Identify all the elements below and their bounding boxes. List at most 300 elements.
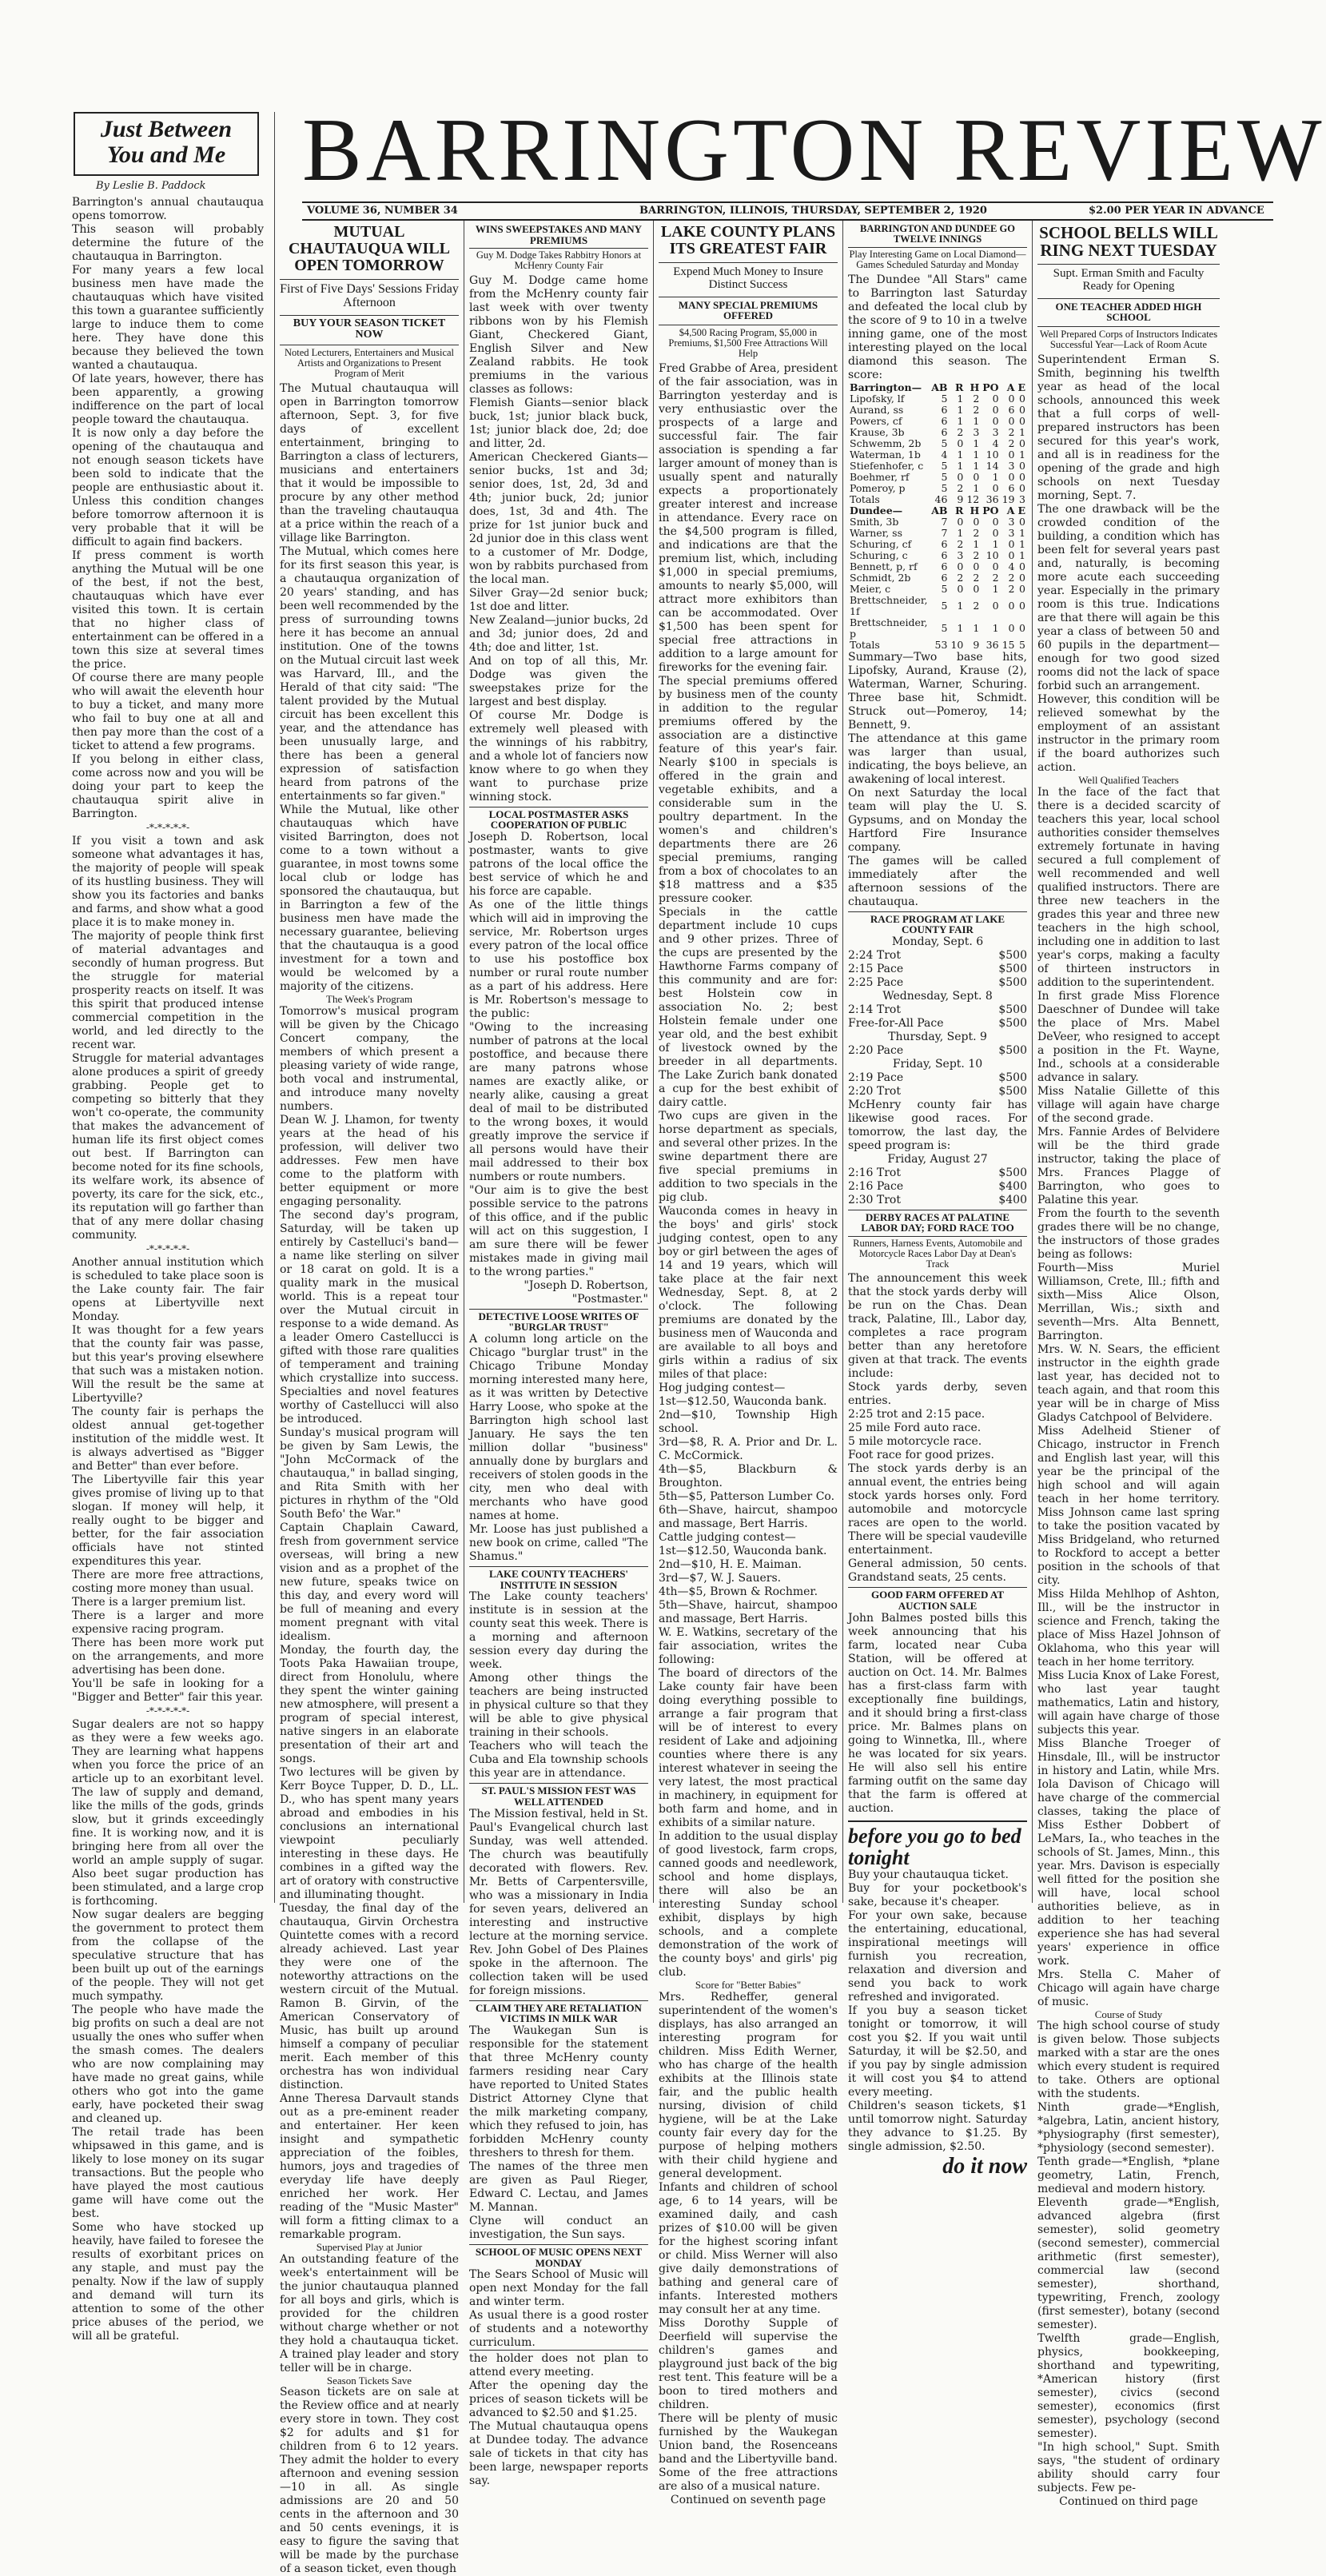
box-score-cell: 46: [934, 492, 948, 505]
col6-paragraph: "In high school," Supt. Smith says, "the student of ordinary ability should carry four subjects. Few pe-: [1037, 2441, 1220, 2495]
box-score-cell: 1: [1019, 448, 1025, 461]
box-score-cell: 6: [1008, 481, 1015, 494]
col4-paragraph: The special premiums offered by business men of the county in addition to the regular premiums offered by the association are a distinctive feature of this year's fair. Nearly $100 in specials is offered in the grain and vegetable exhibits, and a considerable sum in the poultry department. In the women's and children's departments there are 26 special premiums, ranging from a box of chocolates to an $18 mattress and a $35 pressure cooker.: [659, 675, 838, 906]
box-score-cell: Pomeroy, p: [850, 481, 906, 494]
race-name: Free-for-All Pace: [848, 1016, 944, 1030]
box-score-cell: 7: [941, 515, 948, 528]
box-score-row: [848, 405, 1027, 416]
box-score-cell: 5: [941, 437, 948, 449]
subhead-derby: Runners, Harness Events, Automobile and Motorcycle Races Labor Day at Dean's Track: [848, 1236, 1027, 1270]
race-entry: [848, 963, 1027, 976]
box-score-cell: 0: [957, 560, 964, 572]
col2-paragraph: Season tickets are on sale at the Review office and at nearly every store in town. They cost $2 for adults and $1 for children from 6 to 12 years. They admit the holder to every afternoon and evening session—10 in all. As single admissions are 20 and 50 cents in the afternoon and 30 and 50 cents evenings, it is easy to figure the saving that will be made by the purchase of a season ticket, even though: [280, 2386, 459, 2576]
col4-paragraph: W. E. Watkins, secretary of the fair association, writes the following:: [659, 1626, 838, 1667]
race-day: Friday, August 27: [887, 1152, 988, 1166]
box-score-row: [848, 561, 1027, 572]
ear-title-line1: Just Between: [100, 116, 233, 142]
race-entry: [848, 1194, 1027, 1207]
col3-paragraph: As usual there is a good roster of students and a noteworthy curriculum.: [469, 2309, 648, 2350]
col3-paragraph: The Lake county teachers' institute is in session at the county seat this week. There is a morning and afternoon session every day during the week.: [469, 1590, 648, 1672]
column-rule: [653, 221, 654, 1903]
column-rule: [842, 221, 843, 1903]
col5-paragraph: McHenry county fair has likewise good races. For tomorrow, the last day, the speed program is:: [848, 1098, 1027, 1152]
box-score-cell: Krause, 3b: [850, 425, 905, 438]
box-score-total: [848, 640, 1027, 651]
box-score-cell: 5: [941, 392, 948, 405]
box-score-cell: 0: [992, 414, 999, 427]
box-score-cell: 9: [973, 638, 980, 651]
box-score-cell: Boehmer, rf: [850, 470, 910, 483]
col3-paragraph: After the opening day the prices of season tickets will be advanced to $2.50 and $1.25.: [469, 2379, 648, 2420]
box-score-cell: 3: [1008, 515, 1015, 528]
col5-paragraph: The games will be called immediately after the afternoon sessions of the chautauqua.: [848, 854, 1027, 908]
box-score-cell: 0: [1008, 392, 1015, 405]
subhead-sessions: First of Five Days' Sessions Friday Afternoon: [280, 279, 459, 310]
box-score-cell: 0: [1019, 582, 1025, 595]
subhead-smith: Supt. Erman Smith and Faculty Ready for Opening: [1037, 264, 1220, 293]
box-score-cell: Totals: [850, 638, 880, 651]
col6-paragraph: Mrs. W. N. Sears, the efficient instructor in the eighth grade last year, has decided not to teach again, and that room this year will be in charge of Miss Gladys Catchpool of Belvidere.: [1037, 1342, 1220, 1424]
box-score-row: [848, 550, 1027, 561]
box-score-row: [848, 595, 1027, 617]
col1-paragraph: The county fair is perhaps the oldest annual get-together institution of the middle west. It is always advertised as "Bigger and Better" than ever before.: [72, 1406, 264, 1473]
col1-paragraph: It was thought for a few years that the county fair was passe, but this year's proving elsewhere that such was a mistaken notion. Will the result be the same at Libertyville?: [72, 1324, 264, 1405]
col1-paragraph: There are more free attractions, costing more money than usual.: [72, 1569, 264, 1595]
col5-paragraph: The announcement this week that the stock yards derby will be run on the Chas. Dean track, Palatine, Ill., Labor day, completes a race program better than any heretofore given at that track. The events include:: [848, 1272, 1027, 1381]
col6-paragraph: Superintendent Erman S. Smith, beginning his twelfth year as head of the local schools, announced this week that a full corps of well-prepared instructors has been secured for this year's work, and all is in readiness for the opening of the grade and high schools on next Tuesday morning, Sept. 7.: [1037, 353, 1220, 503]
box-score-cell: Bennett, p, rf: [850, 560, 918, 572]
box-score-cell: 0: [1019, 403, 1025, 416]
box-score-cell: 0: [1019, 599, 1025, 612]
col2-paragraph: Sunday's musical program will be given by Sam Lewis, the "John McCormack of the chautauqua," in ballad singing, and Rita Smith with her pictures in rhythm of the "Old South Befo' the War.": [280, 1426, 459, 1521]
section-divider: -*-*-*-*-*-: [145, 1705, 190, 1717]
race-name: 2:24 Trot: [848, 948, 901, 962]
continued-note: Continued on third page: [1059, 2495, 1198, 2509]
box-score-cell: 0: [957, 515, 964, 528]
subhead-lecturers: Noted Lecturers, Entertainers and Musical Artists and Organizations to Present Program of Merit: [280, 345, 459, 379]
col3-signature: "Postmaster.": [571, 1292, 648, 1306]
box-score-cell: 1: [957, 392, 964, 405]
col1-paragraph: Of late years, however, there has been apparently, a growing indifference on the part of local people toward the chautauqua.: [72, 373, 264, 426]
box-score-cell: 6: [941, 537, 948, 550]
col5-list-item: 25 mile Ford auto race.: [848, 1422, 982, 1435]
col1-paragraph: Barrington's annual chautauqua opens tomorrow.: [72, 196, 264, 222]
box-score-cell: 1: [957, 459, 964, 472]
col5-list-item: Stock yards derby, seven entries.: [848, 1381, 1027, 1408]
box-score-cell: 2: [973, 571, 980, 584]
col3-paragraph: Mr. Loose has just published a new book on crime, called "The Shamus.": [469, 1523, 648, 1564]
column-3: [469, 223, 648, 2488]
subhead-qualified-teachers: Well Qualified Teachers: [1078, 774, 1179, 787]
race-entry: [848, 1044, 1027, 1058]
box-score-cell: 1: [973, 537, 980, 550]
col1-paragraph: If press comment is worth anything the Mutual will be one of the best, if not the best, chautauquas which have ever visited this town. It is certain that no higher class of entertainment can be offered in a town this size at several times the price.: [72, 549, 264, 671]
box-score-cell: 1: [973, 621, 980, 634]
race-purse: $500: [998, 1043, 1027, 1057]
col3-paragraph: As one of the little things which will aid in improving the service, Mr. Robertson urges every patron of the local office to use his postoffice box number or rural route number as a part of his address. Here is Mr. Robertson's message to the public:: [469, 898, 648, 1020]
col1-paragraph: Now sugar dealers are begging the government to protect them from the collapse of the speculative structure that has been built up out of the earnings of the people. They will not get much sympathy.: [72, 1908, 264, 2003]
col6-paragraph: In first grade Miss Florence Daeschner of Dundee will take the place of Mrs. Mabel DeVeer, who resigned to accept a position in the Ft. Wayne, Ind., schools at a considerable advance in salary.: [1037, 989, 1220, 1084]
col4-paragraph: Two cups are given in the horse department as specials, and several other prizes. In the swine department there are five special premiums in addition to two specials in the pig club.: [659, 1110, 838, 1205]
race-entry: [848, 1166, 1027, 1180]
box-score-cell: 0: [957, 470, 964, 483]
box-score-cell: 0: [973, 515, 980, 528]
col2-paragraph: Monday, the fourth day, the Toots Paka Hawaiian troupe, direct from Honolulu, where they spent the winter gaining new atmosphere, will present a program of special interest, native singers in an elaborate presentation of their art and songs.: [280, 1643, 459, 1765]
box-score-cell: 5: [941, 621, 948, 634]
box-score-cell: 0: [957, 582, 964, 595]
box-score-cell: AB: [931, 381, 948, 393]
box-score-cell: 2: [973, 548, 980, 561]
box-score-cell: R: [954, 504, 964, 516]
box-score-row: [848, 438, 1027, 449]
box-score-cell: 3: [957, 548, 964, 561]
col1-paragraph: You'll be safe in looking for a "Bigger and Better" fair this year.: [72, 1677, 264, 1704]
box-score-cell: H: [970, 504, 980, 516]
masthead-price: $2.00 PER YEAR IN ADVANCE: [1089, 205, 1264, 217]
box-score-cell: 0: [1008, 621, 1015, 634]
box-score-row: [848, 393, 1027, 405]
col3-paragraph: "Our aim is to give the best possible service to the patrons of this office, and if the public will act on this suggestion, I am sure there will be fewer mistakes made in giving mail to the wrong parties.": [469, 1183, 648, 1278]
col4-paragraph: Infants and children of school age, 6 to 14 years, will be examined daily, and cash prizes of $10.00 will be given for the highest scoring infant or child. Miss Werner will also give daily demonstrations of bathing and general care of infants. Interested mothers may consult her at any time.: [659, 2180, 838, 2316]
subhead-corps: Well Prepared Corps of Instructors Indicates Successful Year—Lack of Room Acute: [1037, 326, 1220, 350]
subhead-dodge: Guy M. Dodge Takes Rabbitry Honors at McHenry County Fair: [469, 248, 648, 271]
race-name: 2:30 Trot: [848, 1193, 901, 1206]
masthead-rule-top: [302, 201, 1273, 203]
box-score-cell: 2: [1008, 437, 1015, 449]
col6-paragraph: However, this condition will be relieved somewhat by the employment of an assistant instructor in the primary room if the board authorizes such action.: [1037, 693, 1220, 775]
race-name: 2:20 Pace: [848, 1043, 904, 1057]
ad-paragraph: If you buy a season ticket tonight or tomorrow, it will cost you $2. If you wait until Saturday, it will be $2.50, and if you pay by single admission it will cost you $4 to attend every meeting.: [848, 2004, 1027, 2099]
box-score-cell: 6: [941, 414, 948, 427]
col6-paragraph: Mrs. Fannie Ardes of Belvidere will be the third grade instructor, taking the place of Mrs. Frances Plagge of Barrington, who goes to Palatine this year.: [1037, 1125, 1220, 1206]
subhead-baseball: Play Interesting Game on Local Diamond—Games Scheduled Saturday and Monday: [849, 249, 1026, 271]
race-purse: $400: [998, 1193, 1027, 1206]
race-purse: $500: [998, 948, 1027, 962]
box-score-cell: Schmidt, 2b: [850, 571, 911, 584]
race-day: Thursday, Sept. 9: [888, 1030, 987, 1043]
box-score-cell: PO: [982, 381, 999, 393]
headline-farm-auction: GOOD FARM OFFERED AT AUCTION SALE: [848, 1587, 1027, 1611]
box-score-cell: 1: [1019, 425, 1025, 438]
box-score-row: [848, 572, 1027, 584]
box-score-row: [848, 416, 1027, 427]
subhead-expend: Expend Much Money to Insure Distinct Success: [659, 262, 838, 292]
continued-note: Continued on seventh page: [670, 2493, 826, 2506]
ear-byline: By Leslie B. Paddock: [96, 180, 206, 192]
box-score-cell: 1: [1019, 537, 1025, 550]
box-score-cell: Warner, ss: [850, 526, 903, 539]
column-1: [72, 196, 264, 2343]
col4-list-item: Hog judging contest—: [659, 1382, 786, 1395]
box-score-cell: 15: [1001, 638, 1015, 651]
col3-paragraph: the holder does not plan to attend every meeting.: [469, 2350, 648, 2379]
box-score-cell: Brettschneider, p: [850, 616, 928, 640]
col2-paragraph: The Mutual chautauqua will open in Barrington tomorrow afternoon, Sept. 3, for five days of excellent entertainment, bringing to Barrington a class of lecturers, musicians and entertainers that it would be impossible to procure by any other method than the traveling chautauqua at a price within the reach of a village like Barrington.: [280, 382, 459, 545]
race-program-list-2: [848, 1166, 1027, 1207]
col5-paragraph: The stock yards derby is an annual event, the entries being stock yards horses only. Ford automobile and motorcycle races are open to the world. There will be special vaudeville entertainment.: [848, 1462, 1027, 1557]
box-score-cell: 5: [941, 599, 948, 612]
race-name: 2:16 Trot: [848, 1166, 901, 1179]
box-score-cell: 0: [1008, 470, 1015, 483]
col1-paragraph: For many years a few local business men have made the chautauquas which have visited this town a guarantee sufficiently large to induce them to come here. They have done this because they believed the town wanted a chautauqua.: [72, 264, 264, 372]
box-score-cell: 5: [941, 470, 948, 483]
col1-paragraph: There is a larger premium list.: [72, 1596, 246, 1609]
box-score-cell: Smith, 3b: [850, 515, 899, 528]
box-score-cell: E: [1017, 381, 1025, 393]
box-score-row: [848, 528, 1027, 539]
race-name: 2:20 Trot: [848, 1084, 901, 1098]
col3-paragraph: Among other things the teachers are being instructed in physical culture so that they will be able to give physical training in their schools.: [469, 1672, 648, 1740]
box-score-cell: 6: [941, 425, 948, 438]
ad-headline: before you go to bed tonight: [848, 1824, 1021, 1869]
col1-paragraph: There has been more work put on the arrangements, and more advertising has been done.: [72, 1637, 264, 1677]
box-score-cell: 1: [957, 599, 964, 612]
col2-paragraph: The Mutual, which comes here for its first season this year, is a chautauqua organization of 20 years' standing, and has been well recommended by the press of surrounding towns here it has become an annual institution. One of the towns on the Mutual circuit last week was Harvard, Ill., and the Herald of that city said: "The talent provided by the Mutual circuit has been excellent this year, and the attendance has been unusually large, and there has been a general expression of satisfaction heard from patrons of the entertainments so far given.": [280, 545, 459, 804]
col5-list-item: 5 mile motorcycle race.: [848, 1435, 982, 1449]
box-score-cell: 2: [973, 403, 980, 416]
box-score-cell: 1: [957, 448, 964, 461]
col4-list-item: 6th—Shave, haircut, shampoo and massage, Bert Harris.: [659, 1504, 838, 1531]
col2-paragraph: Anne Theresa Darvault stands out as a pre-eminent reader and entertainer. Her keen insight and sympathetic appreciation of the foibles, humors, joys and tragedies of everyday life have deeply enriched her work. Her reading of the "Music Master" will form a fitting climax to a remarkable program.: [280, 2092, 459, 2241]
box-score-row: [848, 584, 1027, 595]
box-score-cell: 0: [992, 560, 999, 572]
box-score-cell: Waterman, 1b: [850, 448, 921, 461]
box-score-cell: 0: [1008, 537, 1015, 550]
race-entry: [848, 949, 1027, 963]
headline-baseball: BARRINGTON AND DUNDEE GO TWELVE INNINGS: [860, 223, 1015, 245]
box-score-header: [848, 382, 1027, 393]
headline-school-bells: SCHOOL BELLS WILL RING NEXT TUESDAY: [1039, 223, 1218, 261]
box-score-cell: Barrington—: [850, 381, 922, 393]
box-score-cell: Schuring, c: [850, 548, 908, 561]
race-name: 2:14 Trot: [848, 1003, 901, 1016]
race-entry: [848, 1180, 1027, 1194]
box-score-cell: 0: [957, 437, 964, 449]
col4-list-item: 1st—$12.50, Wauconda bank.: [659, 1395, 827, 1409]
box-score-cell: 0: [992, 526, 999, 539]
box-score-cell: Powers, cf: [850, 414, 902, 427]
col6-paragraph: Mrs. Stella C. Maher of Chicago will again have charge of music.: [1037, 1968, 1220, 2008]
col6-paragraph: Miss Blanche Troeger of Hinsdale, Ill., will be instructor in history and Latin, while Mrs. Iola Davison of Chicago will have charge of the commercial classes, taking the place of Miss Esther Dobbert of LeMars, Ia., who teaches in the schools of St. James, Minn., this year. Mrs. Davison is especially well fitted for the position she will have, local school authorities believe, as in addition to her teaching experience she has had several years' experience in office work.: [1037, 1737, 1220, 1968]
column-2: [280, 223, 459, 2576]
race-purse: $500: [998, 1071, 1027, 1084]
col3-paragraph: Guy M. Dodge came home from the McHenry county fair last week with over twenty ribbons won by his Flemish Giant, Checkered Giant, English Silver and New Zealand rabbits. He took premiums in the various classes as follows:: [469, 273, 648, 396]
race-name: 2:16 Pace: [848, 1179, 904, 1193]
box-score-cell: 0: [1019, 459, 1025, 472]
col3-paragraph: Teachers who will teach the Cuba and Ela township schools this year are in attendance.: [469, 1740, 648, 1780]
headline-sweepstakes: WINS SWEEPSTAKES AND MANY PREMIUMS: [475, 223, 643, 246]
subhead-course-of-study: Course of Study: [1094, 2008, 1163, 2020]
col4-paragraph: Fred Grabbe of Area, president of the fair association, was in Barrington yesterday and is very enthusiastic over the prospects of a large and successful fair. The fair association is spending a far larger amount of money than is usually spent and naturally expects a proportionately greater interest and increase in attendance. Every race on the $4,500 program is filled, and indications are that the premium list, which, including $1,000 in special premiums, amounts to nearly $5,000, will attract more exhibitors than can be accommodated. Over $1,500 has been spent for special free attractions in addition to a large amount for fireworks for the evening fair.: [659, 362, 838, 675]
col4-list-item: 3rd—$7, W. J. Sauers.: [659, 1572, 782, 1585]
col1-paragraph: It is now only a day before the opening of the chautauqua and not enough season tickets have been sold to indicate that the people are enthusiastic about it. Unless this condition changes before tomorrow afternoon it is very probable that it will be difficult to again find backers.: [72, 427, 264, 548]
col6-paragraph: Miss Natalie Gillette of this village will again have charge of the second grade.: [1037, 1084, 1220, 1125]
box-score-cell: 0: [1019, 571, 1025, 584]
box-score-cell: 1: [1019, 526, 1025, 539]
box-score-cell: 2: [973, 392, 980, 405]
box-score-cell: 3: [1008, 459, 1015, 472]
subhead-week-program: The Week's Program: [326, 993, 412, 1006]
col1-paragraph: If you visit a town and ask someone what advantages it has, the majority of people will speak of its hustling business. They will show you its factories and banks and farms, and show what a good place it is to make money in.: [72, 835, 264, 929]
box-score-cell: 0: [992, 481, 999, 494]
col3-paragraph: New Zealand—junior bucks, 2d and 3d; junior does, 2d and 4th; doe and litter, 1st.: [469, 613, 648, 654]
col3-signature: "Joseph D. Robertson,: [524, 1278, 648, 1292]
box-score-cell: 0: [1019, 392, 1025, 405]
box-score-cell: AB: [931, 504, 948, 516]
col5-list-item: 2:25 trot and 2:15 pace.: [848, 1408, 986, 1422]
col4-paragraph: Miss Dorothy Supple of Deerfield will supervise the children's games and playground just back of the big rest tent. This feature will be a boon to tired mothers and children.: [659, 2316, 838, 2411]
box-score-cell: R: [954, 381, 964, 393]
race-entry: [848, 976, 1027, 990]
col4-list-item: 2nd—$10, Township High school.: [659, 1409, 838, 1436]
col1-paragraph: Of course there are many people who will await the eleventh hour to buy a ticket, and many more who fail to buy one at all and then pay more than the cost of a ticket to attend a few programs.: [72, 672, 264, 752]
column-5: [848, 223, 1027, 2179]
headline-derby: DERBY RACES AT PALATINE LABOR DAY; FORD RACE TOO: [848, 1210, 1027, 1234]
col5-paragraph: General admission, 50 cents. Grandstand seats, 25 cents.: [848, 1557, 1027, 1585]
column-6: [1037, 223, 1220, 2509]
box-score-cell: 2: [1008, 582, 1015, 595]
ad-paragraph: For your own sake, because the entertaining, educational, inspirational meetings will furnish you recreation, relaxation and diversion and send you back to work refreshed and invigorated.: [848, 1908, 1027, 2004]
ad-paragraph: Buy for your pocketbook's sake, because it's cheaper.: [848, 1881, 1027, 1908]
col3-paragraph: Joseph D. Robertson, local postmaster, wants to give patrons of the local office the best service of which he and his force are capable.: [469, 830, 648, 898]
box-score-cell: 2: [957, 537, 964, 550]
col2-paragraph: Dean W. J. Lhamon, for twenty years at the head of his profession, will deliver two addresses. Few men have come to the platform with better equipment or more engaging personality.: [280, 1113, 459, 1208]
box-score-cell: 7: [941, 526, 948, 539]
box-score-cell: 3: [992, 425, 999, 438]
box-score-total: [848, 494, 1027, 505]
col5-paragraph: Summary—Two base hits, Lipofsky, Aurand, Krause (2), Waterman, Warner, Schuring. Three base hit, Schmidt. Struck out—Pomeroy, 14; Bennett, 9.: [848, 650, 1027, 732]
section-divider: -*-*-*-*-*-: [145, 1243, 190, 1254]
box-score-cell: 0: [992, 515, 999, 528]
box-score-cell: 5: [1019, 638, 1025, 651]
column-4: [659, 223, 838, 2506]
box-score-cell: 3: [1019, 492, 1025, 505]
box-score-cell: 0: [973, 470, 980, 483]
race-purse: $500: [998, 1003, 1027, 1016]
column-rule: [1032, 221, 1033, 1903]
headline-detective: DETECTIVE LOOSE WRITES OF "BURGLAR TRUST": [469, 1309, 648, 1333]
box-score-cell: 36: [986, 492, 999, 505]
box-score-cell: Dundee—: [850, 504, 903, 516]
box-score-cell: 1: [957, 403, 964, 416]
race-purse: $500: [998, 1084, 1027, 1098]
box-score-cell: 10: [986, 448, 999, 461]
race-day: Friday, Sept. 10: [892, 1057, 983, 1071]
box-score-cell: 1: [992, 537, 999, 550]
col1-paragraph: There is a larger and more expensive racing program.: [72, 1609, 264, 1636]
col4-list-item: 5th—Shave, haircut, shampoo and massage, Bert Harris.: [659, 1599, 838, 1626]
box-score-cell: 1: [992, 621, 999, 634]
race-entry: [848, 1003, 1027, 1017]
col2-paragraph: Captain Chaplain Caward, fresh from government service overseas, will bring a new vision and as a prophet of the new future, speaks twice on this day, and every word will be full of meaning and every moment pregnant with vital idealism.: [280, 1521, 459, 1643]
subhead-premiums: MANY SPECIAL PREMIUMS OFFERED: [659, 297, 838, 321]
subhead-teacher-added: ONE TEACHER ADDED HIGH SCHOOL: [1037, 298, 1220, 323]
col4-paragraph: Mrs. Redheffer, general superintendent of the women's displays, has also arranged an interesting program for children. Miss Edith Werner, who has charge of the health exhibits at the Illinois state fair, and the public health nursing, division of child hygiene, will be at the Lake county fair every day for the purpose of helping mothers with their child hygiene and general development.: [659, 1990, 838, 2180]
col4-paragraph: The board of directors of the Lake county fair have been doing everything possible to arrange a fair program that will be of interest to every resident of Lake and adjoining counties where there is any interest whatever in seeing the very latest, the most practical in machinery, in equipment for both farm and home, and in exhibits of a similar nature.: [659, 1667, 838, 1830]
box-score-row: [848, 516, 1027, 528]
box-score-row: [848, 617, 1027, 640]
col4-paragraph: Wauconda comes in heavy in the boys' and girls' stock judging contest, open to any boy or girl between the ages of 14 and 19 years, which will take place at the fair next Wednesday, Sept. 8, at 2 o'clock. The following premiums are donated by the business men of Wauconda and are available to all boys and girls within a radius of six miles of that place:: [659, 1205, 838, 1382]
box-score-cell: 0: [1008, 448, 1015, 461]
headline-postmaster: LOCAL POSTMASTER ASKS COOPERATION OF PUBLIC: [469, 807, 648, 831]
box-score-cell: A: [1006, 504, 1015, 516]
box-score-cell: 0: [973, 560, 980, 572]
box-score-cell: 0: [1008, 414, 1015, 427]
box-score-cell: 1: [957, 414, 964, 427]
headline-teachers-institute: LAKE COUNTY TEACHERS' INSTITUTE IN SESSION: [469, 1566, 648, 1590]
box-score-cell: 0: [1019, 481, 1025, 494]
col2-paragraph: Two lectures will be given by Kerr Boyce Tupper, D. D., LL. D., who has spent many years abroad and embodies in his conclusions an international viewpoint peculiarly interesting in these days. He combines in a gifted way the art of oratory with constructive and illuminating thought.: [280, 1765, 459, 1901]
col6-paragraph: Miss Adelheid Stiener of Chicago, instructor in French and English last year, will this year be the principal of the high school and will again teach in her home territory. Miss Johnson came last spring to take the position vacated by Miss Bridgeland, who returned to Rockford to accept a better position in the schools of that city.: [1037, 1424, 1220, 1587]
race-purse: $400: [998, 1179, 1027, 1193]
col1-paragraph: If you belong in either class, come across now and you will be doing your part to keep the chautauqua spirit alive in Barrington.: [72, 753, 264, 820]
col2-paragraph: Tomorrow's musical program will be given by the Chicago Concert company, the members of which present a pleasing variety of wide range, both vocal and instrumental, and introduce many novelty numbers.: [280, 1004, 459, 1113]
col3-paragraph: American Checkered Giants—senior bucks, 1st and 3d; senior does, 1st, 2d, 3d and 4th; junior buck, 2d; junior does, 1st, 3d and 4th. The prize for 1st junior buck and 2d junior doe in this class went to a customer of Mr. Dodge, won by rabbits purchased from the local man.: [469, 450, 648, 586]
box-score-cell: 0: [1008, 548, 1015, 561]
headline-lake-county-fair: LAKE COUNTY PLANS ITS GREATEST FAIR: [660, 223, 836, 257]
col4-list-item: 4th—$5, Blackburn & Broughton.: [659, 1463, 838, 1490]
box-score-row: [848, 483, 1027, 494]
col1-paragraph: The majority of people think first of material advantages and secondly of human progress. But the struggle for material prosperity reacts on itself. It was this spirit that produced intense commercial competition in the world, and led directly to the recent war.: [72, 930, 264, 1051]
col4-list-item: Cattle judging contest—: [659, 1531, 796, 1545]
ad-paragraph: Buy your chautauqua ticket.: [848, 1868, 1009, 1881]
box-score-cell: 1: [973, 448, 980, 461]
box-score-cell: 6: [941, 571, 948, 584]
box-score-cell: 53: [934, 638, 948, 651]
col3-paragraph: Silver Gray—2d senior buck; 1st doe and litter.: [469, 586, 648, 613]
box-score-cell: 0: [992, 403, 999, 416]
box-score-cell: 6: [1008, 403, 1015, 416]
box-score-cell: 1: [957, 526, 964, 539]
subhead-season-tickets: Season Tickets Save: [326, 2374, 412, 2387]
col6-paragraph: Tenth grade—*English, *plane geometry, Latin, French, medieval and modern history.: [1037, 2155, 1220, 2196]
col3-paragraph: The names of the three men are given as Paul Rieger, Edward C. Lectau, and James M. Mannan.: [469, 2159, 648, 2214]
col6-paragraph: Fourth—Miss Muriel Williamson, Crete, Ill.; fifth and sixth—Miss Alice Olson, Merrillan, Wis.; sixth and seventh—Mrs. Alta Bennett, Barrington.: [1037, 1261, 1220, 1342]
box-score-cell: 1: [1019, 548, 1025, 561]
subhead-racing: $4,500 Racing Program, $5,000 in Premiums, $1,500 Free Attractions Will Help: [659, 325, 838, 359]
box-score-cell: 1: [957, 621, 964, 634]
box-score-cell: Meier, c: [850, 582, 891, 595]
col4-paragraph: There will be plenty of music furnished by the Waukegan Union band, the Rosenceans band and the Libertyville band. Some of the free attractions are also of a musical nature.: [659, 2411, 838, 2493]
subhead-better-babies: Score for "Better Babies": [695, 1979, 802, 1992]
box-score-cell: Brettschneider, 1f: [850, 593, 928, 617]
box-score-cell: 0: [1008, 599, 1015, 612]
box-score-cell: 5: [941, 459, 948, 472]
col4-list-item: 2nd—$10, H. E. Maiman.: [659, 1558, 802, 1572]
race-purse: $500: [998, 962, 1027, 975]
col3-paragraph: The Mission festival, held in St. Paul's Evangelical church last Sunday, was well attended. The church was beautifully decorated with flowers. Rev. Mr. Betts of Carpentersville, who was a missionary in India for seven years, delivered an interesting and instructive lecture at the morning service. Rev. John Gobel of Des Plaines spoke in the afternoon. The collection taken will be used for foreign missions.: [469, 1807, 648, 1997]
col3-paragraph: The Sears School of Music will open next Monday for the fall and winter term.: [469, 2268, 648, 2309]
col5-paragraph: The Dundee "All Stars" came to Barrington last Saturday and defeated the local club by the score of 9 to 10 in a twelve inning game, one of the most interesting played on the local diamond this season. The score:: [848, 273, 1027, 381]
masthead-rule-bottom: [302, 219, 1273, 221]
race-purse: $500: [998, 975, 1027, 989]
box-score-cell: 0: [973, 582, 980, 595]
box-score-header: [848, 505, 1027, 516]
box-score-cell: 0: [992, 392, 999, 405]
col3-paragraph: "Owing to the increasing number of patrons at the local postoffice, and because there are many patrons whose names are exactly alike, or nearly alike, causing a great deal of mail to be distributed to the wrong boxes, it would greatly improve the service if all persons would have their mail addressed to their box numbers or route numbers.: [469, 1020, 648, 1183]
box-score-cell: Aurand, ss: [850, 403, 904, 416]
box-score-cell: 9: [957, 492, 964, 505]
box-score-cell: 19: [1001, 492, 1015, 505]
race-entry: [848, 1017, 1027, 1031]
col3-paragraph: The Waukegan Sun is responsible for the statement that three McHenry county farmers residing near Cary have reported to United States District Attorney Clyne that the milk marketing company, which they refused to join, has forbidden McHenry county threshers to thresh for them.: [469, 2024, 648, 2159]
col3-paragraph: Of course Mr. Dodge is extremely well pleased with the winnings of his rabbitry, and a whole lot of fanciers now know where to go when they want to purchase prize winning stock.: [469, 708, 648, 804]
box-score-cell: 12: [966, 492, 980, 505]
box-score-row: [848, 427, 1027, 438]
col2-paragraph: An outstanding feature of the week's entertainment will be the junior chautauqua planned for all boys and girls, which is provided for the children without charge whether or not they hold a chautauqua ticket. A trained play leader and story teller will be in charge.: [280, 2252, 459, 2375]
box-score-cell: 6: [941, 403, 948, 416]
col4-list-item: 5th—$5, Patterson Lumber Co.: [659, 1490, 835, 1504]
